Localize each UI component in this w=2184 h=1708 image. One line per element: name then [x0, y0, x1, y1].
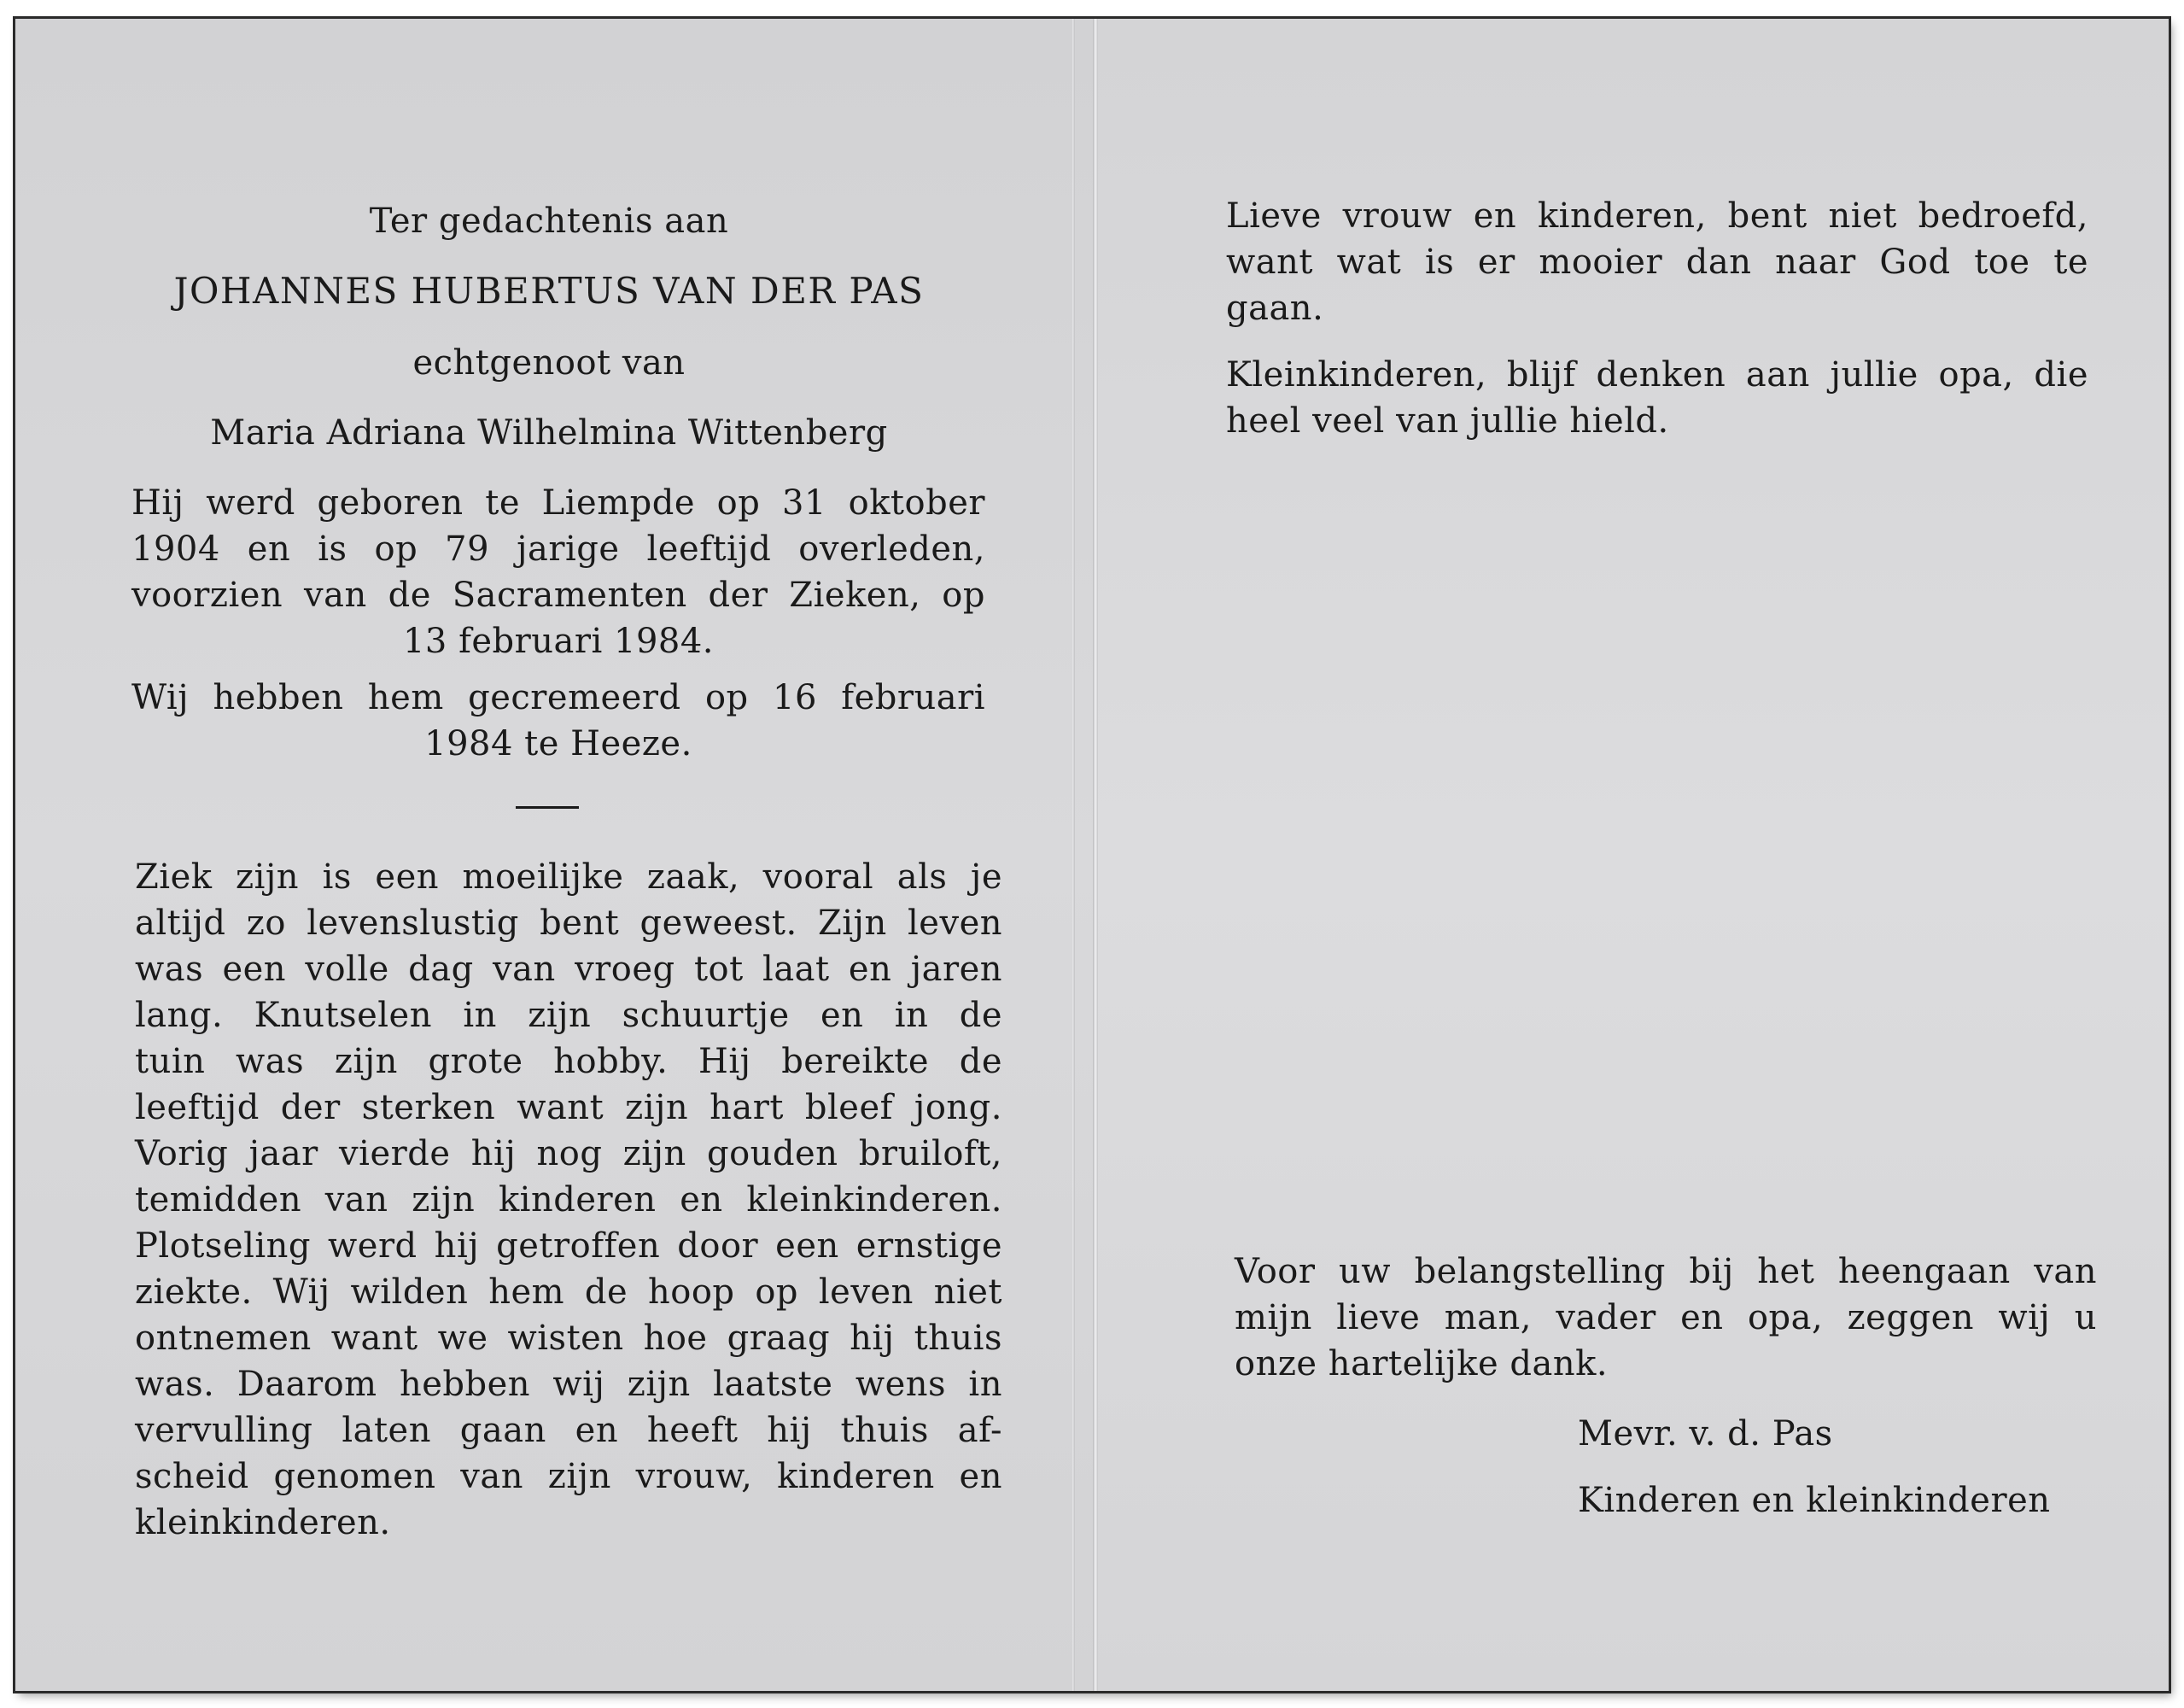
signature-family: Kinderen en kleinkinderen [1578, 1481, 2051, 1520]
thanks-line: onze hartelijke dank. [1235, 1344, 1609, 1383]
spouse-name [118, 410, 980, 456]
verse-line: heel veel van jullie hield. [1226, 401, 1669, 441]
fold-crease-left [1072, 19, 1075, 1691]
birth-line: Hij werd geboren te Liempde op 31 oktober [131, 483, 985, 523]
right-page [1098, 19, 2169, 1691]
body-paragraph [135, 854, 1002, 1546]
verse-line: gaan. [1226, 289, 1324, 328]
verse-paragraph-1 [1226, 193, 2088, 331]
memorial-intro [118, 198, 980, 244]
body-line: vervulling laten gaan en heeft hij thuis af- [135, 1411, 1002, 1450]
body-line: kleinkinderen. [135, 1503, 391, 1542]
body-line: lang. Knutselen in zijn schuurtje en in de [135, 996, 1002, 1035]
birth-line: 1904 en is op 79 jarige leeftijd overleden, [131, 529, 985, 569]
body-line: leeftijd der sterken want zijn hart bleef jong. [135, 1088, 1002, 1127]
signature-name: Mevr. v. d. Pas [1578, 1414, 1833, 1454]
body-line: Plotseling werd hij getroffen door een ernstige [135, 1226, 1002, 1266]
body-line: ontnemen want we wisten hoe graag hij thuis [135, 1319, 1002, 1358]
birth-line: voorzien van de Sacramenten der Zieken, op [131, 576, 985, 615]
cremation-line: 1984 te Heeze. [424, 724, 692, 763]
birth-paragraph [131, 480, 985, 664]
intro-line: Ter gedachtenis aan [369, 202, 729, 241]
verse-line: Lieve vrouw en kinderen, bent niet bedroefd, [1226, 196, 2088, 236]
body-line: Vorig jaar vierde hij nog zijn gouden bruiloft, [135, 1134, 1002, 1173]
body-line: ziekte. Wij wilden hem de hoop op leven niet [135, 1272, 1002, 1312]
body-line: Ziek zijn is een moeilijke zaak, vooral als je [135, 857, 1002, 897]
spouse-intro-text: echtgenoot van [412, 343, 686, 383]
memorial-card [15, 19, 2169, 1691]
cremation-line: Wij hebben hem gecremeerd op 16 februari [131, 678, 985, 717]
thanks-line: Voor uw belangstelling bij het heengaan van [1235, 1252, 2097, 1291]
body-line: temidden van zijn kinderen en kleinkinderen. [135, 1180, 1002, 1220]
verse-paragraph-2 [1226, 352, 2088, 444]
divider-rule [516, 806, 579, 809]
thanks-paragraph [1235, 1249, 2097, 1387]
birth-line: 13 februari 1984. [402, 622, 715, 661]
spouse-name-text: Maria Adriana Wilhelmina Wittenberg [210, 413, 888, 453]
body-line: was. Daarom hebben wij zijn laatste wens in [135, 1365, 1002, 1404]
body-line: was een volle dag van vroeg tot laat en jaren [135, 950, 1002, 989]
deceased-name [118, 268, 980, 314]
body-line: altijd zo levenslustig bent geweest. Zijn leven [135, 904, 1002, 943]
signature-block [1578, 1411, 2051, 1524]
spouse-intro [118, 340, 980, 386]
left-page [15, 19, 1093, 1691]
thanks-line: mijn lieve man, vader en opa, zeggen wij u [1235, 1298, 2097, 1337]
deceased-name-text: JOHANNES HUBERTUS VAN DER PAS [173, 270, 925, 312]
body-line: tuin was zijn grote hobby. Hij bereikte de [135, 1042, 1002, 1081]
verse-line: want wat is er mooier dan naar God toe te [1226, 243, 2088, 282]
cremation-paragraph [131, 675, 985, 767]
verse-line: Kleinkinderen, blijf denken aan jullie opa, die [1226, 355, 2088, 395]
divider [516, 806, 579, 809]
body-line: scheid genomen van zijn vrouw, kinderen en [135, 1457, 1002, 1496]
